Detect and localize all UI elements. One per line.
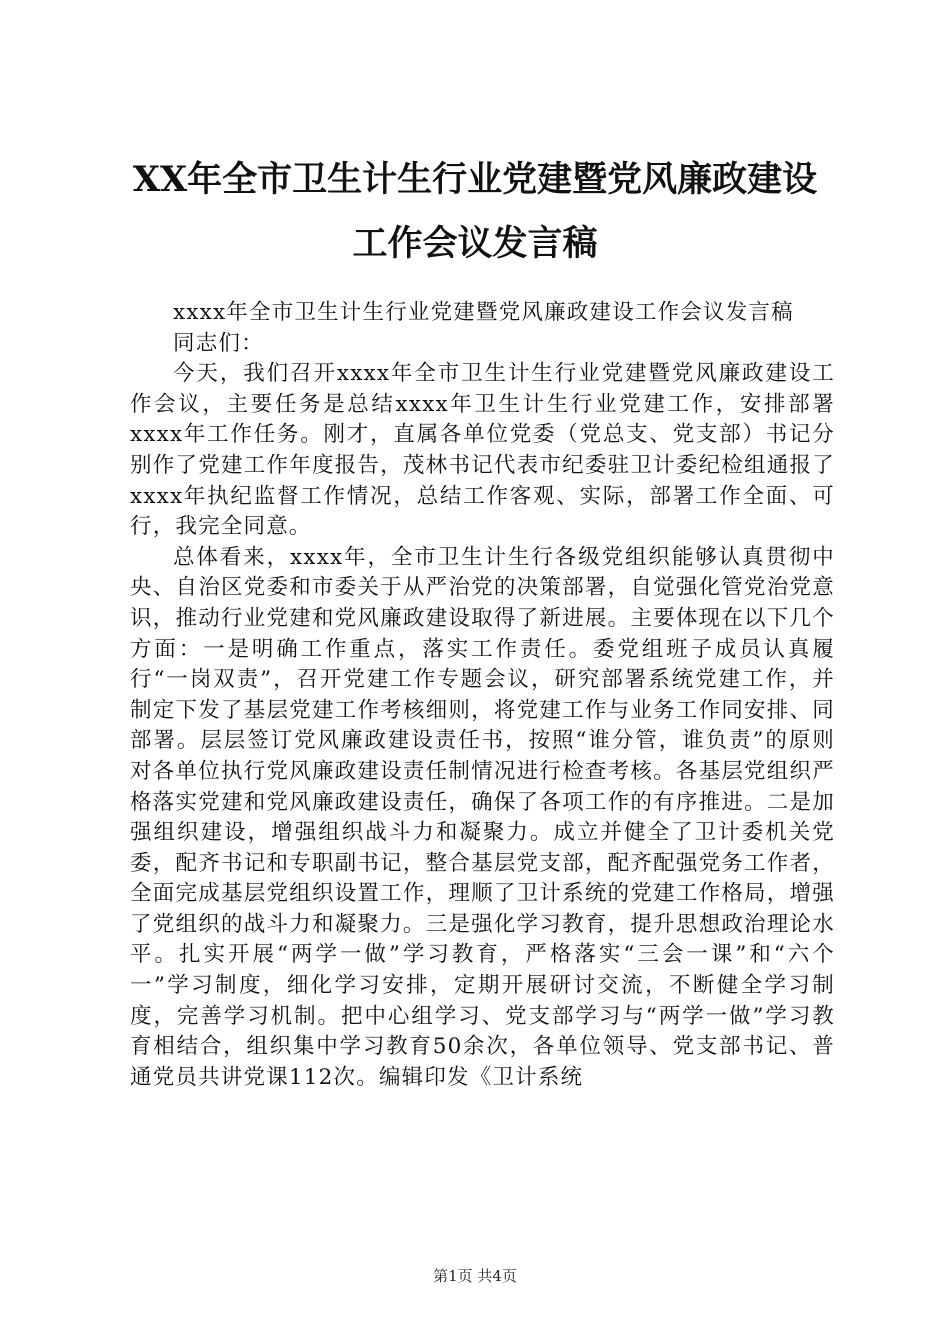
document-body (130, 298, 835, 1093)
document-title-line-2: 工作会议发言稿 (352, 223, 598, 264)
document-title-line-1: XX年全市卫生计生行业党建暨党风廉政建设 (132, 159, 818, 200)
body-paragraph-opening: 今天，我们召开xxxx年全市卫生计生行业党建暨党风廉政建设工作会议，主要任务是总结xxxx年卫生计生行业党建工作，安排部署xxxx年工作任务。刚才，直属各单位党委（党总支、党支部）书记分别作了党建工作年度报告，茂林书记代表市纪委驻卫计委纪检组通报了xxxx年执纪监督工作情况，总结工作客观、实际，部署工作全面、可行，我完全同意。 (130, 361, 835, 540)
body-paragraph-heading: xxxx年全市卫生计生行业党建暨党风廉政建设工作会议发言稿 (173, 300, 794, 325)
page-number-footer: 第1页 共4页 (433, 1267, 517, 1285)
body-paragraph-salutation: 同志们： (173, 330, 264, 356)
body-paragraph-summary: 总体看来，xxxx年，全市卫生计生行各级党组织能够认真贯彻中央、自治区党委和市委关于从严治党的决策部署，自觉强化管党治党意识，推动行业党建和党风廉政建设取得了新进展。主要体现在以下几个方面：一是明确工作重点，落实工作责任。委党组班子成员认真履行“一岗双责”，召开党建工作专题会议，研究部署系统党建工作，并制定下发了基层党建工作考核细则，将党建工作与业务工作同安排、同部署。层层签订党风廉政建设责任书，按照“谁分管，谁负责”的原则对各单位执行党风廉政建设责任制情况进行检查考核。各基层党组织严格落实党建和党风廉政建设责任，确保了各项工作的有序推进。二是加强组织建设，增强组织战斗力和凝聚力。成立并健全了卫计委机关党委，配齐书记和专职副书记，整合基层党支部，配齐配强党务工作者，全面完成基层党组织设置工作，理顺了卫计系统的党建工作格局，增强了党组织的战斗力和凝聚力。三是强化学习教育，提升思想政治理论水平。扎实开展“两学一做”学习教育，严格落实“三会一课”和“六个一”学习制度，细化学习安排，定期开展研讨交流，不断健全学习制度，完善学习机制。把中心组学习、党支部学习与“两学一做”学习教育相结合，组织集中学习教育50余次，各单位领导、党支部书记、普通党员共讲党课112次。编辑印发《卫计系统 (130, 544, 835, 1090)
